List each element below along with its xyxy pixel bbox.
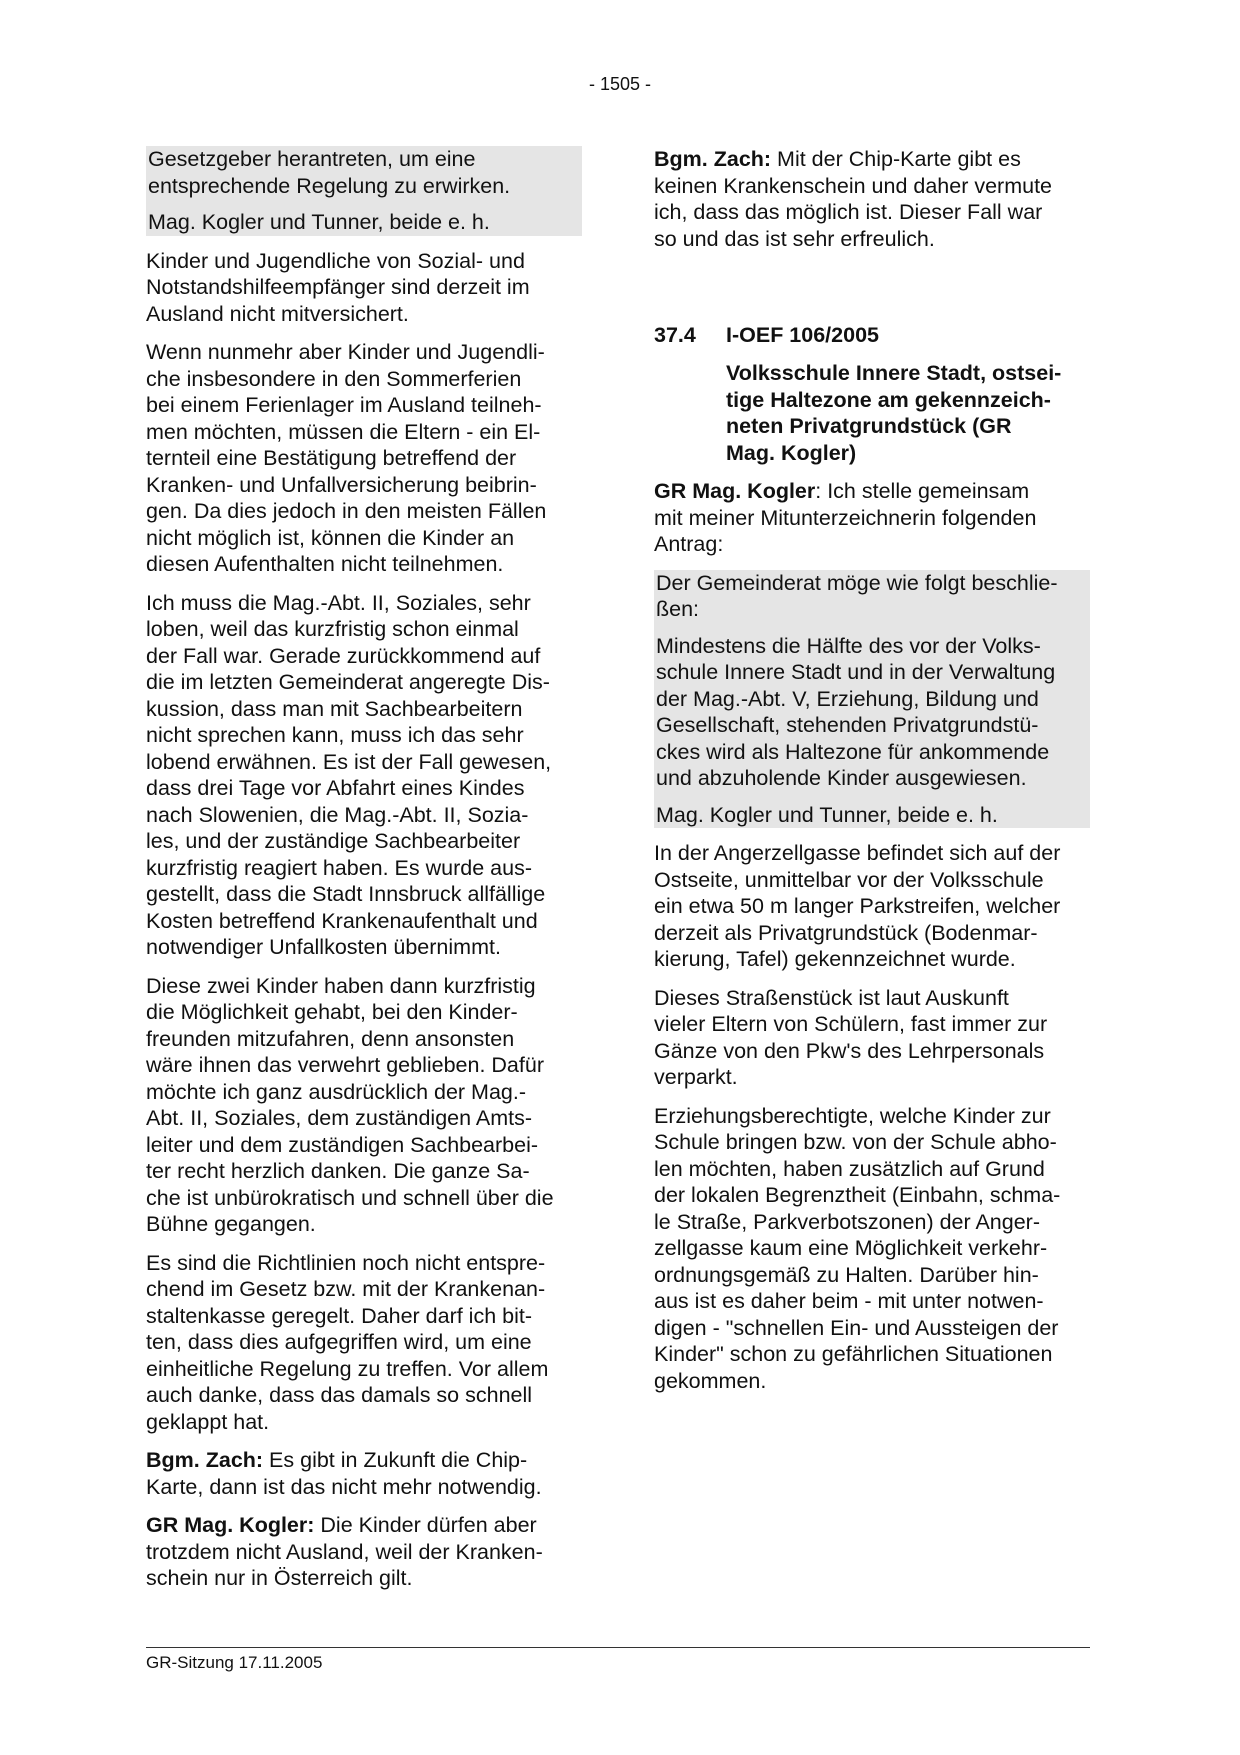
text-line: Dieses Straßenstück ist laut Auskunft [654,985,1009,1010]
paragraph [146,339,582,578]
text-line [146,1447,582,1474]
speech-text: Die Kinder dürfen aber [314,1513,537,1537]
text-line: chend im Gesetz bzw. mit der Krankenan- [146,1277,546,1301]
motion-block [146,146,582,236]
text-line [654,478,1090,505]
text-line: ein etwa 50 m langer Parkstreifen, welcher [654,894,1061,918]
text-line: mit meiner Mitunterzeichnerin folgenden [654,505,1037,530]
text-line: Gesetzgeber herantreten, um eine [148,147,476,171]
text-line: Ausland nicht mitversichert. [146,301,409,326]
text-line: der Fall war. Gerade zurückkommend auf [146,643,541,668]
text-line: In der Angerzellgasse befindet sich auf der [654,841,1061,865]
text-line: möchte ich ganz ausdrücklich der Mag.- [146,1079,527,1104]
text-line [146,1512,582,1539]
text-line: loben, weil das kurzfristig schon einmal [146,617,519,641]
text-line: digen - "schnellen Ein- und Aussteigen der [654,1315,1059,1340]
speaker-paragraph [654,146,1090,252]
text-line: derzeit als Privatgrundstück (Bodenmar- [654,920,1038,945]
text-line: nicht sprechen kann, muss ich das sehr [146,723,524,747]
text-line: staltenkasse geregelt. Daher darf ich bit- [146,1303,533,1328]
text-line: Mag. Kogler und Tunner, beide e. h. [656,802,998,827]
text-line: lobend erwähnen. Es ist der Fall gewesen, [146,749,552,774]
text-line: leiter und dem zuständigen Sachbearbei- [146,1132,539,1157]
speech-text: : Ich stelle gemeinsam [815,479,1030,503]
text-line: Gesellschaft, stehenden Privatgrundstü- [656,713,1039,737]
text-line: che ist unbürokratisch und schnell über die [146,1185,554,1210]
text-line: Antrag: [654,532,724,556]
paragraph [146,973,582,1238]
text-line: Notstandshilfeempfänger sind derzeit im [146,275,530,299]
right-column [654,146,1090,1406]
text-line: freunden mitzufahren, denn ansonsten [146,1026,515,1051]
text-line: ten, dass dies aufgegriffen wird, um eine [146,1330,532,1354]
text-line: Diese zwei Kinder haben dann kurzfristig [146,973,536,998]
text-line: zellgasse kaum eine Möglichkeit verkehr- [654,1236,1048,1260]
agenda-item-number: 37.4 [654,323,696,347]
motion-signature [148,209,582,236]
speech-text: Mit der Chip-Karte gibt es [771,147,1021,171]
text-line: einheitliche Regelung zu treffen. Vor allem [146,1356,549,1381]
footer-session-date: GR-Sitzung 17.11.2005 [146,1653,323,1672]
text-line: che insbesondere in den Sommerferien [146,366,522,391]
text-line: Kranken- und Unfallversicherung beibrin- [146,472,537,497]
text-line: schein nur in Österreich gilt. [146,1566,413,1590]
text-line: schule Innere Stadt und in der Verwaltung [656,660,1056,684]
page-number: - 1505 - [588,74,652,94]
text-line: notwendiger Unfallkosten übernimmt. [146,935,501,959]
text-line: Mag. Kogler) [726,440,857,465]
speaker-name: GR Mag. Kogler: [146,1513,315,1537]
text-line: Mindestens die Hälfte des vor der Volks- [656,633,1041,658]
text-line: Kinder und Jugendliche von Sozial- und [146,248,525,273]
text-line: kussion, dass man mit Sachbearbeitern [146,696,523,721]
motion-signature [656,802,1090,829]
speaker-name: Bgm. Zach: [146,1448,264,1472]
text-line: der lokalen Begrenztheit (Einbahn, schma- [654,1183,1061,1207]
text-line: men möchten, müssen die Eltern - ein El- [146,419,541,444]
text-line: dass drei Tage vor Abfahrt eines Kindes [146,776,525,800]
paragraph [654,840,1090,973]
text-line: Es sind die Richtlinien noch nicht entspre- [146,1250,546,1275]
text-line: entsprechende Regelung zu erwirken. [148,173,511,198]
paragraph [654,985,1090,1091]
text-line: wäre ihnen das verwehrt geblieben. Dafür [146,1053,544,1077]
paragraph [146,1250,582,1436]
paragraph [654,1103,1090,1395]
text-line: gen. Da dies jedoch in den meisten Fällen [146,499,547,523]
text-line: kurzfristig reagiert haben. Es wurde aus- [146,855,532,880]
text-line: die im letzten Gemeinderat angeregte Dis- [146,670,550,694]
text-line: diesen Aufenthalten nicht teilnehmen. [146,552,504,576]
text-line: ßen: [656,597,700,621]
text-line: neten Privatgrundstück (GR [726,414,1012,438]
paragraph [146,248,582,328]
text-line: Karte, dann ist das nicht mehr notwendig. [146,1474,542,1499]
text-line: nicht möglich ist, können die Kinder an [146,525,515,550]
text-line: verparkt. [654,1065,738,1089]
text-line: ternteil eine Bestätigung betreffend der [146,446,517,470]
text-line: aus ist es daher beim - mit unter notwen- [654,1289,1044,1313]
motion-text [148,146,582,209]
motion-block [654,570,1090,829]
text-line: die Möglichkeit gehabt, bei den Kinder- [146,1000,518,1024]
text-line: Ich muss die Mag.-Abt. II, Soziales, sehr [146,590,531,615]
speech-text: Es gibt in Zukunft die Chip- [263,1448,528,1472]
text-line: gestellt, dass die Stadt Innsbruck allfällige [146,882,546,906]
text-line: Der Gemeinderat möge wie folgt beschlie- [656,570,1058,595]
text-line: vieler Eltern von Schülern, fast immer zur [654,1012,1048,1036]
text-line: Volksschule Innere Stadt, ostsei- [726,361,1062,385]
text-line: und abzuholende Kinder ausgewiesen. [656,766,1027,790]
text-line: nach Slowenien, die Mag.-Abt. II, Sozia- [146,802,529,827]
text-line: le Straße, Parkverbotszonen) der Anger- [654,1209,1040,1234]
motion-text [656,633,1090,802]
text-line: Gänze von den Pkw's des Lehrpersonals [654,1038,1045,1063]
text-line: Wenn nunmehr aber Kinder und Jugendli- [146,340,545,364]
footer-divider [146,1647,1090,1648]
speaker-paragraph [146,1447,582,1500]
speaker-name: GR Mag. Kogler [654,479,816,503]
text-line: len möchten, haben zusätzlich auf Grund [654,1156,1045,1181]
motion-intro [656,570,1090,633]
text-line: Bühne gegangen. [146,1212,316,1236]
text-line: Kinder" schon zu gefährlichen Situationen [654,1342,1053,1366]
speaker-paragraph [654,478,1090,558]
text-line: ich, dass das möglich ist. Dieser Fall war [654,200,1043,224]
text-line: les, und der zuständige Sachbearbeiter [146,829,521,853]
text-line: so und das ist sehr erfreulich. [654,226,935,251]
text-line: geklappt hat. [146,1409,270,1434]
text-line: ckes wird als Haltezone für ankommende [656,739,1050,764]
text-line: Schule bringen bzw. von der Schule abho- [654,1130,1057,1154]
text-line: ter recht herzlich danken. Die ganze Sa- [146,1159,530,1183]
text-line [654,146,1090,173]
text-line: gekommen. [654,1368,767,1393]
text-line: kierung, Tafel) gekennzeichnet wurde. [654,947,1016,971]
text-line: keinen Krankenschein und daher vermute [654,173,1053,198]
left-column [146,146,582,1604]
text-line: Abt. II, Soziales, dem zuständigen Amts- [146,1106,532,1130]
text-line: Ostseite, unmittelbar vor der Volksschule [654,867,1044,892]
text-line: der Mag.-Abt. V, Erziehung, Bildung und [656,686,1039,711]
speaker-paragraph [146,1512,582,1592]
text-line: Mag. Kogler und Tunner, beide e. h. [148,210,490,234]
agenda-item-heading [654,322,1090,352]
text-line: Kosten betreffend Krankenaufenthalt und [146,908,538,933]
text-line: trotzdem nicht Ausland, weil der Kranken- [146,1539,543,1564]
text-line: ordnungsgemäß zu Halten. Darüber hin- [654,1262,1039,1287]
agenda-item-title [726,360,1090,466]
text-line: auch danke, dass das damals so schnell [146,1383,533,1407]
text-line: bei einem Ferienlager im Ausland teilneh- [146,393,542,417]
speaker-name: Bgm. Zach: [654,147,772,171]
agenda-item-code: I-OEF 106/2005 [726,323,879,347]
text-line: tige Haltezone am gekennzeich- [726,387,1051,412]
text-line: Erziehungsberechtigte, welche Kinder zur [654,1103,1051,1128]
paragraph [146,590,582,961]
